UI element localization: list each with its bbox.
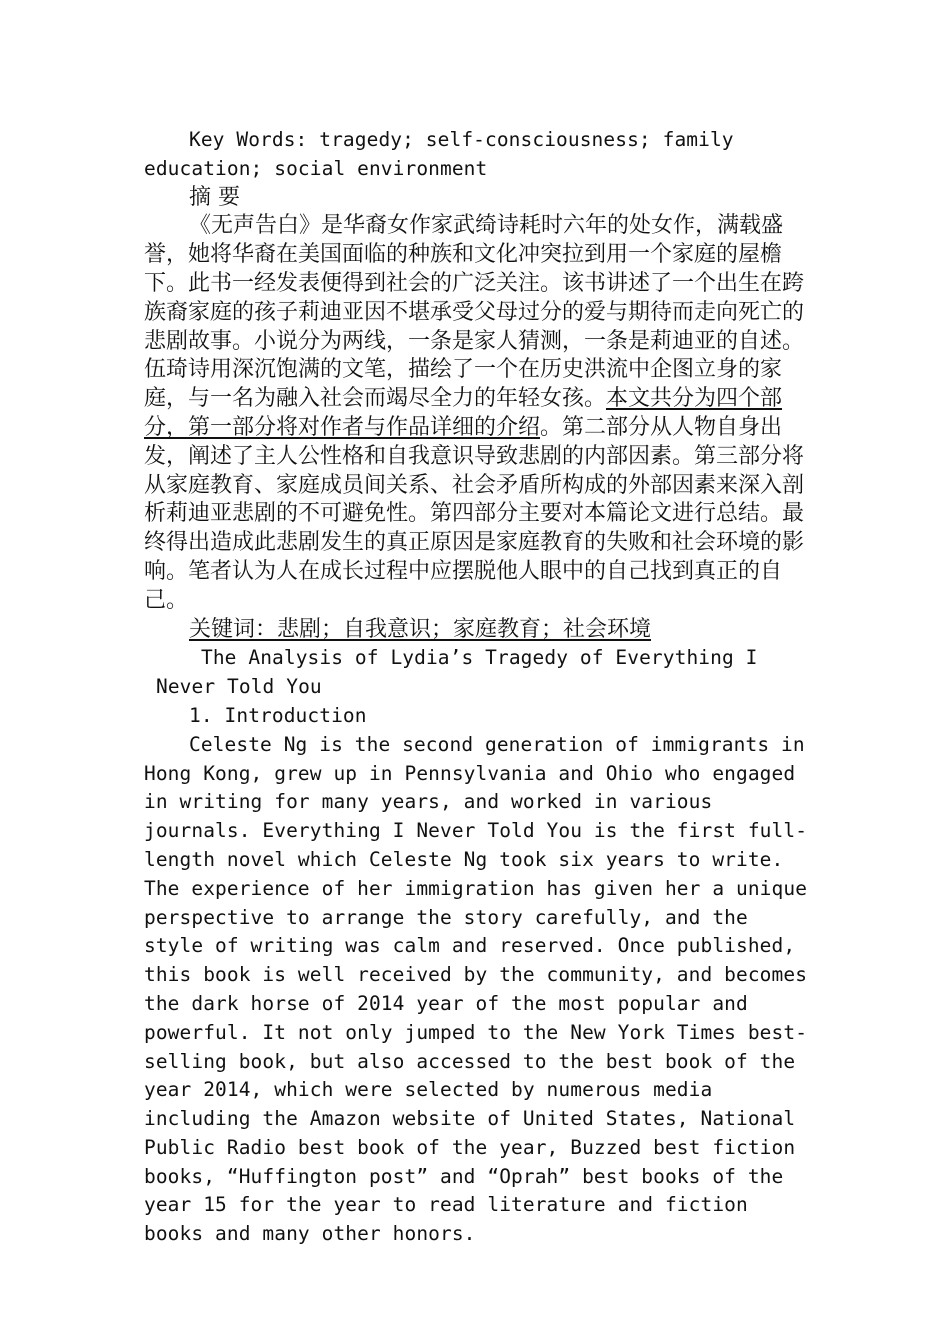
chinese-keywords — [144, 616, 812, 645]
abstract-body-part1: 《无声告白》是华裔女作家武绮诗耗时六年的处女作，满载盛誉，她将华裔在美国面临的种族和文化冲突拉到用一个家庭的屋檐下。此书一经发表便得到社会的广泛关注。该书讲述了一个出生在跨族裔家庭的孩子莉迪亚因不堪承受父母过分的爱与期待而走向死亡的悲剧故事。小说分为两线，一条是家人猜测，一条是莉迪亚的自述。伍琦诗用深沉饱满的文笔，描绘了一个在历史洪流中企图立身的家庭，与一名为融入社会而竭尽全力的年轻女孩。 — [144, 213, 805, 412]
abstract-heading: 摘 要 — [189, 184, 240, 210]
section-heading: 1. Introduction — [189, 703, 367, 727]
abstract-body — [144, 212, 812, 615]
abstract-body-underlined: 本文共分为四个部分，第一部分将对作者与作品详细的介绍 — [144, 386, 783, 440]
chinese-keywords-text: 关键词：悲剧；自我意识；家庭教育；社会环境 — [189, 616, 652, 642]
abstract-body-part2: 。第二部分从人物自身出发，阐述了主人公性格和自我意识导致悲剧的内部因素。第三部分将从家庭教育、家庭成员间关系、社会矛盾所构成的外部因素来深入剖析莉迪亚悲剧的不可避免性。第四部分主要对本篇论文进行总结。最终得出造成此悲剧发生的真正原因是家庭教育的失败和社会环境的影响。笔者认为人在成长过程中应摆脱他人眼中的自己找到真正的自己。 — [144, 414, 805, 613]
document-page — [144, 126, 812, 1249]
intro-paragraph: Celeste Ng is the second generation of immigrants in Hong Kong, grew up in Pennsylvania and Ohio who engaged in writing for many years, and worked in various journals. Everything I Never Told You is the first full-length novel which Celeste Ng took six years to write. The experience of her immigration has given her a unique perspective to arrange the story carefully, and the style of writing was calm and reserved. Once published, this book is well received by the community, and becomes the dark horse of 2014 year of the most popular and powerful. It not only jumped to the New York Times best-selling book, but also accessed to the best book of the year 2014, which were selected by numerous media including the Amazon website of United States, National Public Radio best book of the year, Buzzed best fiction books, “Huffington post” and “Oprah” best books of the year 15 for the year to read literature and fiction books and many other honors. — [144, 732, 808, 1246]
english-keywords: Key Words: tragedy; self-consciousness; family education; social environment — [144, 128, 734, 180]
paper-title: The Analysis of Lydia’s Tragedy of Everything I Never Told You — [156, 646, 758, 699]
